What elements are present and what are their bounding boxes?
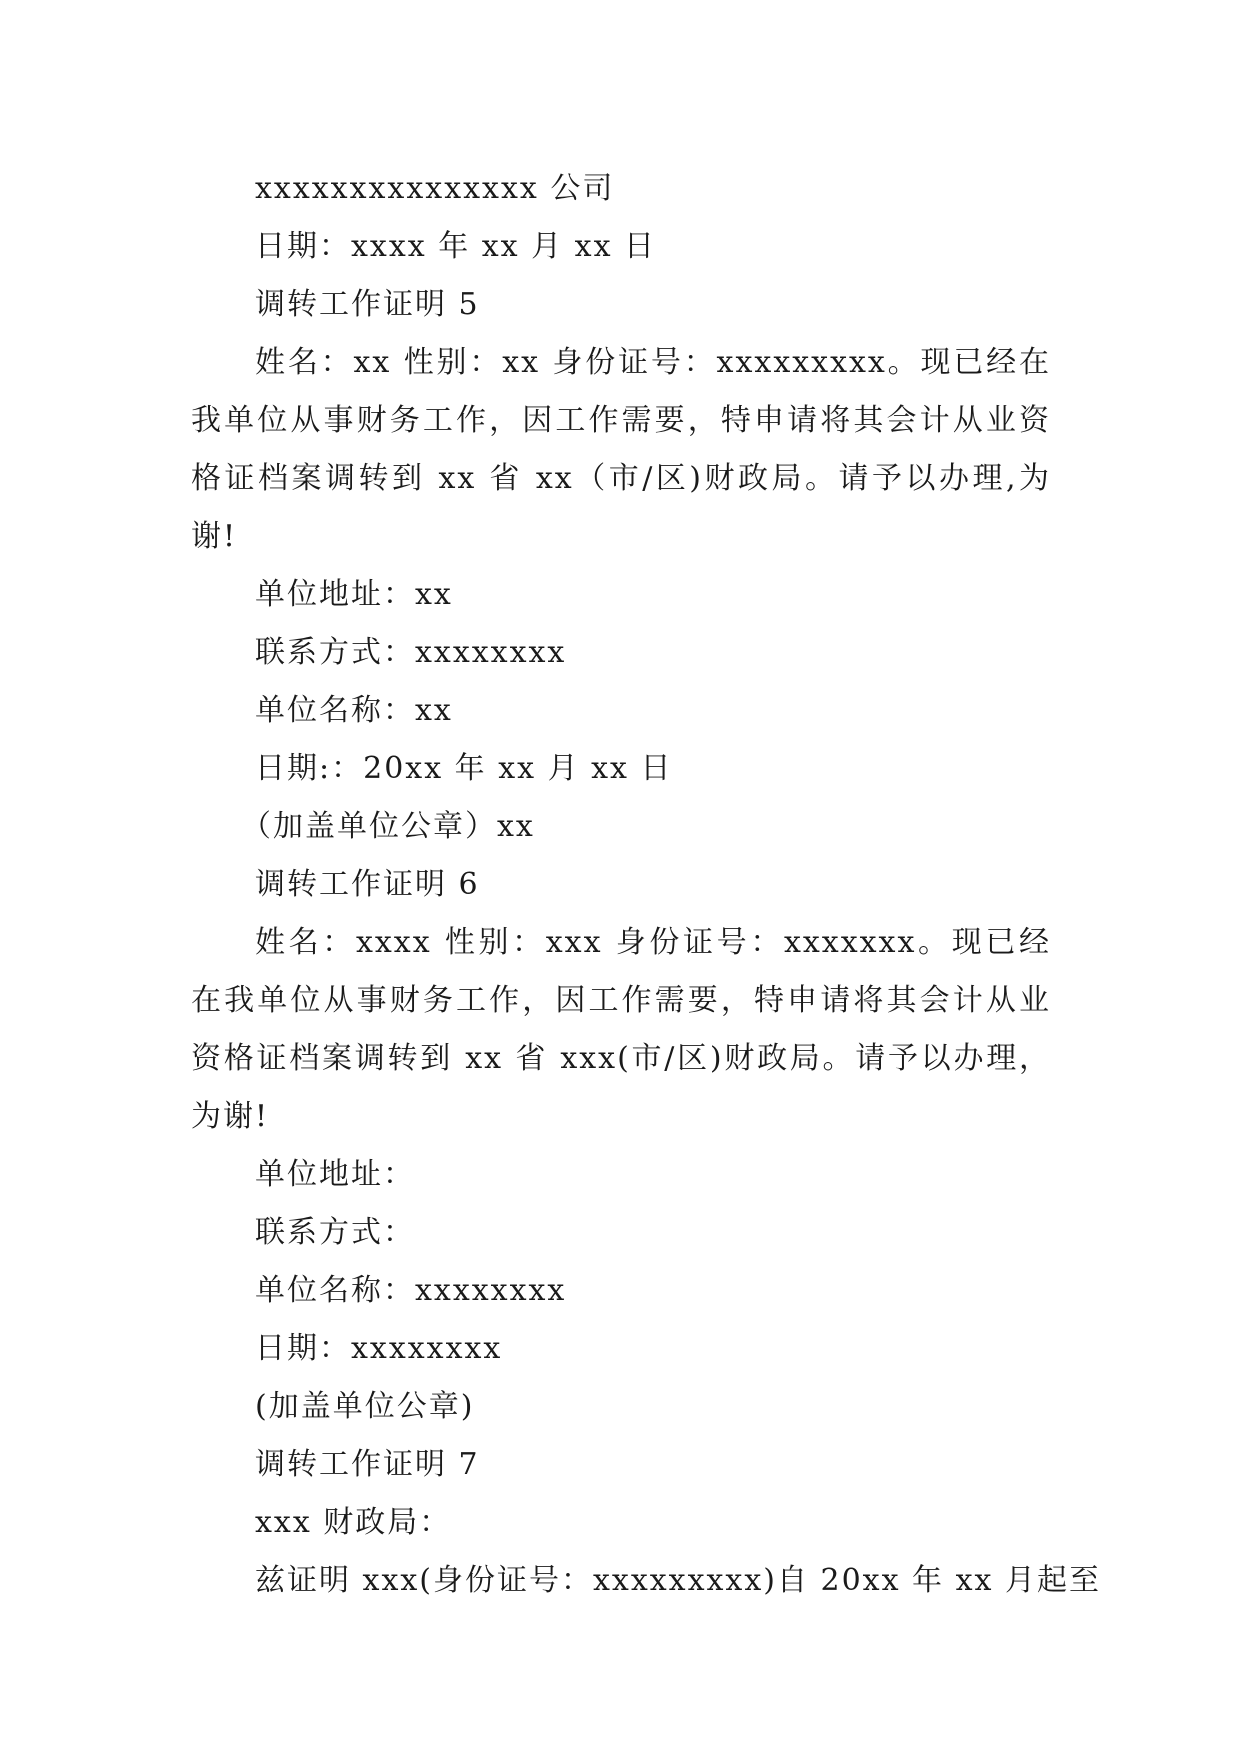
section-title-7: 调转工作证明 7 [255,1447,480,1482]
section-title-5: 调转工作证明 5 [255,287,480,322]
paragraph-6: 姓名：xxxx 性别：xxx 身份证号：xxxxxxx。现已经在我单位从事财务工作，因工作需要，特申请将其会计从业资格证档案调转到 xx 省 xxx(市/区)财政局。请予以办理，为谢! [191,925,1051,1134]
section-title-6: 调转工作证明 6 [255,867,480,902]
paragraph-7: 兹证明 xxx(身份证号：xxxxxxxxx)自 20xx 年 xx 月起至 [255,1563,1101,1598]
contact-6: 联系方式： [255,1215,415,1250]
paragraph-5: 姓名：xx 性别：xx 身份证号：xxxxxxxxx。现已经在我单位从事财务工作，因工作需要，特申请将其会计从业资格证档案调转到 xx 省 xx（市/区)财政局。请予以办理,为谢! [191,345,1051,554]
seal-note-5: （加盖单位公章）xx [241,809,535,844]
contact-5: 联系方式：xxxxxxxx [255,635,567,670]
unit-address-6: 单位地址： [255,1157,415,1192]
document-body [191,160,1101,1610]
company-name: xxxxxxxxxxxxxxx 公司 [255,171,615,206]
date-line: 日期：xxxx 年 xx 月 xx 日 [255,229,657,264]
date-6: 日期：xxxxxxxx [255,1331,503,1366]
unit-address-5: 单位地址：xx [255,577,453,612]
unit-name-6: 单位名称：xxxxxxxx [255,1273,567,1308]
seal-note-6: (加盖单位公章) [255,1389,475,1424]
unit-name-5: 单位名称：xx [255,693,453,728]
addressee-7: xxx 财政局： [255,1505,452,1540]
date-5: 日期:：20xx 年 xx 月 xx 日 [255,751,673,786]
